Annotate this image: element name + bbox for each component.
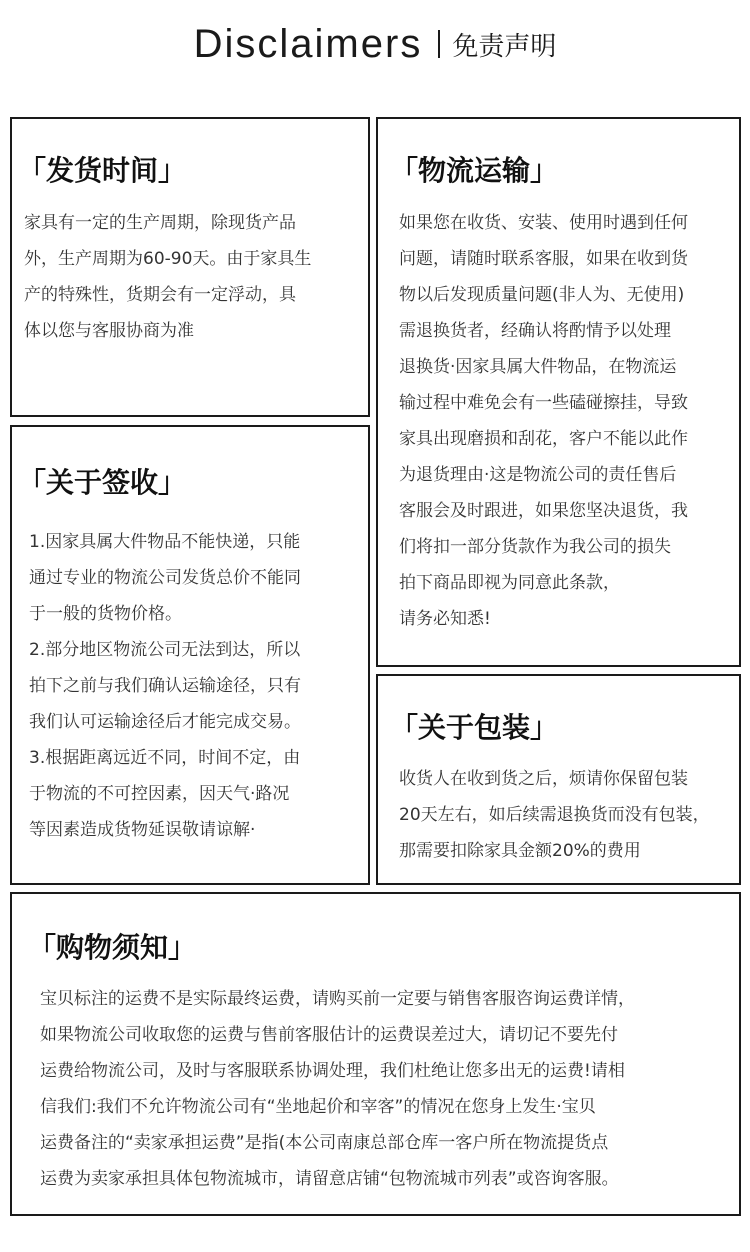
text-line: 2.部分地区物流公司无法到达，所以 xyxy=(29,640,301,660)
packaging-section xyxy=(376,674,741,885)
text-line: 20天左右，如后续需退换货而没有包装， xyxy=(399,805,710,825)
text-line: 为退货理由·这是物流公司的责任售后 xyxy=(399,465,677,485)
text-line: 请务必知悉! xyxy=(399,609,491,629)
page-title-cn: 免责声明 xyxy=(452,31,557,62)
text-line: 需退换货者，经确认将酌情予以处理 xyxy=(399,321,671,341)
text-line: 拍下商品即视为同意此条款， xyxy=(399,573,620,593)
text-line: 如果物流公司收取您的运费与售前客服估计的运费误差过大，请切记不要先付 xyxy=(40,1025,618,1045)
text-line: 3.根据距离远近不同，时间不定，由 xyxy=(29,748,301,768)
title-divider xyxy=(438,30,440,58)
shopping-notice-section xyxy=(10,892,741,1216)
text-line: 运费为卖家承担具体包物流城市，请留意店铺“包物流城市列表”或咨询客服。 xyxy=(40,1169,619,1189)
text-line: 问题，请随时联系客服，如果在收到货 xyxy=(399,249,688,269)
text-line: 那需要扣除家具金额20%的费用 xyxy=(399,841,641,861)
shipping-time-section xyxy=(10,117,370,417)
text-line: 1.因家具属大件物品不能快递，只能 xyxy=(29,532,301,552)
text-line: 我们认可运输途径后才能完成交易。 xyxy=(29,712,301,732)
text-line: 输过程中难免会有一些磕碰擦挂，导致 xyxy=(399,393,688,413)
text-line: 于一般的货物价格。 xyxy=(29,604,182,624)
text-line: 退换货·因家具属大件物品，在物流运 xyxy=(399,357,677,377)
text-line: 客服会及时跟进，如果您坚决退货，我 xyxy=(399,501,688,521)
text-line: 于物流的不可控因素，因天气·路况 xyxy=(29,784,290,804)
text-line: 家具有一定的生产周期，除现货产品 xyxy=(24,213,296,233)
text-line: 运费给物流公司，及时与客服联系协调处理，我们杜绝让您多出无的运费!请相 xyxy=(40,1061,625,1081)
text-line: 体以您与客服协商为准 xyxy=(24,321,194,341)
text-line: 运费备注的“卖家承担运费”是指(本公司南康总部仓库一客户所在物流提货点 xyxy=(40,1133,609,1153)
shopping-notice-text xyxy=(40,981,635,1197)
text-line: 收货人在收到货之后，烦请你保留包装 xyxy=(399,769,688,789)
shopping-notice-title: 「购物须知」 xyxy=(28,931,197,964)
shipping-time-text xyxy=(24,205,311,349)
text-line: 家具出现磨损和刮花，客户不能以此作 xyxy=(399,429,688,449)
page-title-en: Disclaimers xyxy=(193,21,423,66)
text-line: 产的特殊性，货期会有一定浮动，具 xyxy=(24,285,296,305)
text-line: 们将扣一部分货款作为我公司的损失 xyxy=(399,537,671,557)
text-line: 外，生产周期为60-90天。由于家具生 xyxy=(24,249,312,269)
page-header xyxy=(0,14,750,74)
packaging-text xyxy=(399,761,710,869)
text-line: 拍下之前与我们确认运输途径，只有 xyxy=(29,676,301,696)
text-line: 如果您在收货、安装、使用时遇到任何 xyxy=(399,213,688,233)
packaging-title: 「关于包装」 xyxy=(390,711,559,744)
text-line: 通过专业的物流公司发货总价不能同 xyxy=(29,568,301,588)
logistics-text xyxy=(399,205,688,637)
text-line: 信我们:我们不允许物流公司有“坐地起价和宰客”的情况在您身上发生·宝贝 xyxy=(40,1097,596,1117)
text-line: 等因素造成货物延误敬请谅解· xyxy=(29,820,256,840)
signing-title: 「关于签收」 xyxy=(18,466,187,499)
logistics-title: 「物流运输」 xyxy=(390,154,559,187)
logistics-section xyxy=(376,117,741,667)
signing-text xyxy=(29,524,301,848)
shipping-time-title: 「发货时间」 xyxy=(18,154,187,187)
signing-section xyxy=(10,425,370,885)
text-line: 宝贝标注的运费不是实际最终运费，请购买前一定要与销售客服咨询运费详情， xyxy=(40,989,635,1009)
text-line: 物以后发现质量问题(非人为、无使用) xyxy=(399,285,685,305)
